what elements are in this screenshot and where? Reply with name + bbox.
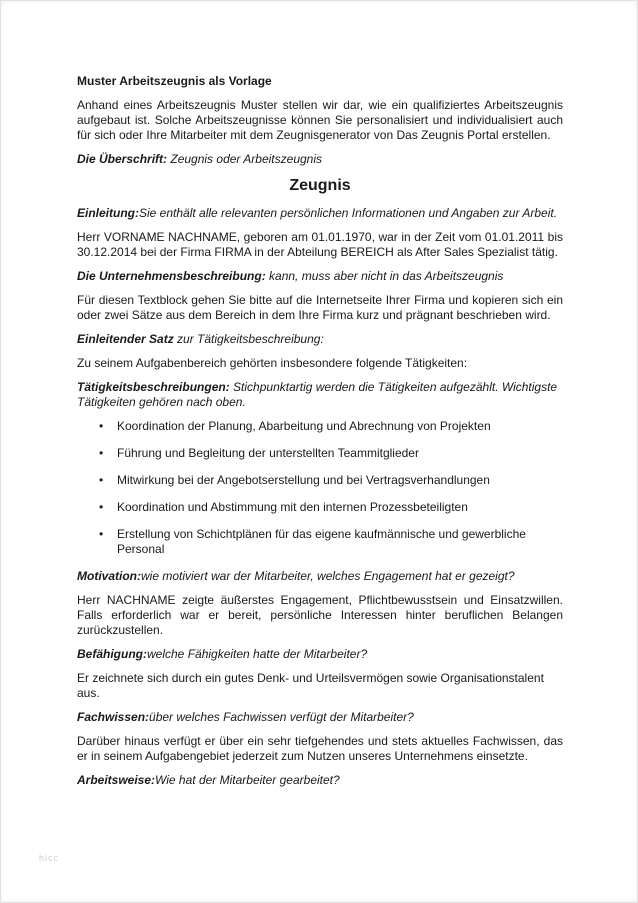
einleitender-paragraph: Zu seinem Aufgabenbereich gehörten insbesondere folgende Tätigkeiten: bbox=[77, 356, 468, 370]
heading-einleitung bbox=[77, 206, 563, 221]
bullet-icon: • bbox=[99, 500, 104, 514]
heading-label: Motivation: bbox=[77, 569, 141, 583]
heading-label: Befähigung: bbox=[77, 647, 147, 661]
heading-label: Einleitender Satz bbox=[77, 332, 174, 346]
heading-label: Einleitung: bbox=[77, 206, 139, 220]
zeugnis-title: Zeugnis bbox=[289, 177, 351, 194]
task-list bbox=[77, 419, 563, 557]
document-body bbox=[77, 74, 563, 797]
heading-fachwissen bbox=[77, 710, 563, 725]
footer-watermark: hicc bbox=[39, 853, 60, 863]
bullet-icon: • bbox=[99, 446, 104, 460]
heading-arbeitsweise bbox=[77, 773, 563, 788]
heading-label: Die Unternehmensbeschreibung: bbox=[77, 269, 266, 283]
heading-taetigkeiten bbox=[77, 380, 563, 410]
fachwissen-paragraph: Darüber hinaus verfügt er über ein sehr tiefgehendes und stets aktuelles Fachwissen, das er in seinem Aufgabengebiet jederzeit zum Nutzen unseres Unternehmens einsetzte. bbox=[77, 734, 563, 763]
document-title: Muster Arbeitszeugnis als Vorlage bbox=[77, 74, 272, 88]
heading-motivation bbox=[77, 569, 563, 584]
heading-text: welche Fähigkeiten hatte der Mitarbeiter? bbox=[147, 647, 368, 661]
heading-label: Fachwissen: bbox=[77, 710, 150, 724]
task-text: Mitwirkung bei der Angebotserstellung und bei Vertragsverhandlungen bbox=[117, 473, 490, 487]
heading-text: kann, muss aber nicht in das Arbeitszeugnis bbox=[265, 269, 504, 283]
heading-text: über welches Fachwissen verfügt der Mitarbeiter? bbox=[149, 710, 414, 724]
task-text: Koordination und Abstimmung mit den internen Prozessbeteiligten bbox=[117, 500, 468, 514]
list-item bbox=[77, 527, 563, 557]
heading-text: Sie enthält alle relevanten persönlichen Informationen und Angaben zur Arbeit. bbox=[139, 206, 558, 220]
heading-text: Stichpunktartig werden die Tätigkeiten aufgezählt. Wichtigste Tätigkeiten gehören nach oben. bbox=[77, 380, 558, 409]
task-text: Erstellung von Schichtplänen für das eigene kaufmännische und gewerbliche Personal bbox=[117, 527, 526, 556]
heading-befaehigung bbox=[77, 647, 563, 662]
heading-label: Die Überschrift: bbox=[77, 152, 168, 166]
list-item bbox=[77, 500, 563, 515]
list-item bbox=[77, 446, 563, 461]
bullet-icon: • bbox=[99, 419, 104, 433]
task-text: Koordination der Planung, Abarbeitung und Abrechnung von Projekten bbox=[117, 419, 491, 433]
befaehigung-paragraph: Er zeichnete sich durch ein gutes Denk- und Urteilsvermögen sowie Organisationstalent aus. bbox=[77, 671, 544, 700]
bullet-icon: • bbox=[99, 473, 104, 487]
einleitung-paragraph: Herr VORNAME NACHNAME, geboren am 01.01.1970, war in der Zeit vom 01.01.2011 bis 30.12.2014 bei der Firma FIRMA in der Abteilung BEREICH als After Sales Spezialist tätig. bbox=[77, 230, 563, 259]
motivation-paragraph: Herr NACHNAME zeigte äußerstes Engagement, Pflichtbewusstsein und Einsatzwillen. Falls erforderlich war er bereit, persönliche Interessen hinter beruflichen Belangen zurückzustellen. bbox=[77, 593, 563, 637]
heading-text: Wie hat der Mitarbeiter gearbeitet? bbox=[155, 773, 340, 787]
heading-text: wie motiviert war der Mitarbeiter, welches Engagement hat er gezeigt? bbox=[141, 569, 515, 583]
task-text: Führung und Begleitung der unterstellten Teammitglieder bbox=[117, 446, 419, 460]
heading-ueberschrift bbox=[77, 152, 563, 167]
bullet-icon: • bbox=[99, 527, 104, 541]
heading-text: Zeugnis oder Arbeitszeugnis bbox=[167, 152, 323, 166]
heading-label: Arbeitsweise: bbox=[77, 773, 156, 787]
heading-text: zur Tätigkeitsbeschreibung: bbox=[173, 332, 324, 346]
list-item bbox=[77, 419, 563, 434]
unternehmen-paragraph: Für diesen Textblock gehen Sie bitte auf die Internetseite Ihrer Firma und kopieren sich ein oder zwei Sätze aus dem Bereich in dem Ihre Firma kurz und prägnant beschrieben wird. bbox=[77, 293, 563, 322]
list-item bbox=[77, 473, 563, 488]
intro-paragraph: Anhand eines Arbeitszeugnis Muster stellen wir dar, wie ein qualifiziertes Arbeitszeugnis aufgebaut ist. Solche Arbeitszeugnisse können Sie personalisiert und individualisiert auch für sich oder Ihre Mitarbeiter mit dem Zeugnisgenerator von Das Zeugnis Portal erstellen. bbox=[77, 98, 563, 142]
heading-label: Tätigkeitsbeschreibungen: bbox=[77, 380, 230, 394]
heading-einleitender-satz bbox=[77, 332, 563, 347]
heading-unternehmen bbox=[77, 269, 563, 284]
